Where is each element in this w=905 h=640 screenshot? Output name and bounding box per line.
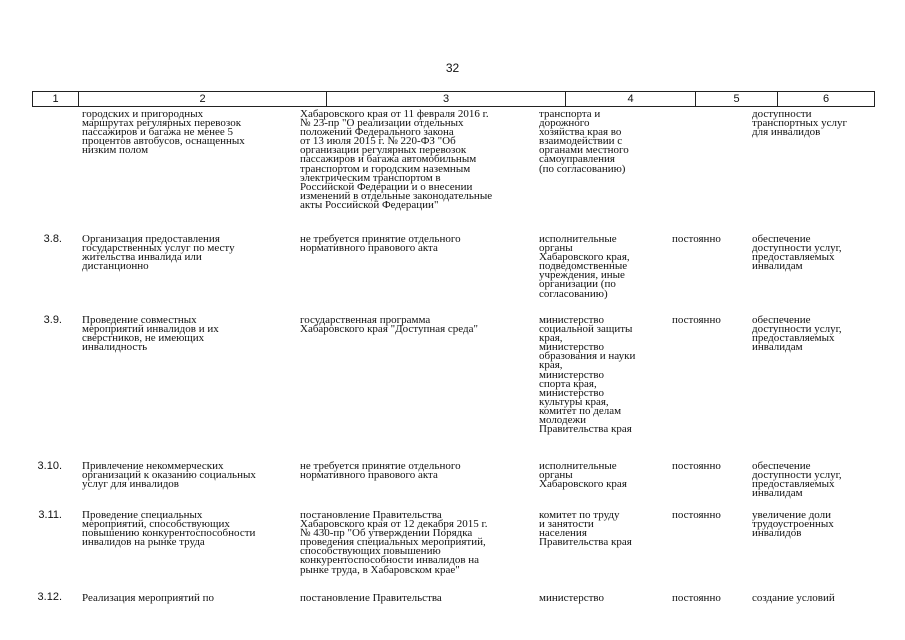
row-description: Организация предоставления государственных услуг по месту жительства инвалида или дистанционно: [82, 233, 235, 273]
row-description: городских и пригородных маршрутах регулярных перевозок пассажиров и багажа не менее 5 процентов автобусов, оснащенных низким полом: [82, 108, 245, 157]
row-description: Проведение специальных мероприятий, способствующих повышению конкурентоспособности инвалидов на рынке труда: [82, 509, 256, 549]
header-col-4: 4: [565, 92, 695, 106]
row-number: 3.10.: [37, 460, 62, 472]
row-responsible: транспорта и дорожного хозяйства края во взаимодействии с органами местного самоуправления (по согласованию): [539, 108, 629, 175]
row-legal-basis: государственная программа Хабаровского края "Доступная среда": [300, 314, 478, 336]
row-result: обеспечение доступности услуг, предоставляемых инвалидам: [752, 314, 842, 354]
row-legal-basis: не требуется принятие отдельного нормативного правового акта: [300, 233, 461, 255]
header-col-2: 2: [78, 92, 326, 106]
row-result: обеспечение доступности услуг, предоставляемых инвалидам: [752, 460, 842, 500]
table-header: [32, 91, 875, 107]
row-number: 3.8.: [43, 233, 62, 245]
header-col-3: 3: [326, 92, 565, 106]
row-number: 3.12.: [37, 591, 62, 603]
row-result: обеспечение доступности услуг, предоставляемых инвалидам: [752, 233, 842, 273]
row-legal-basis: постановление Правительства: [300, 592, 442, 604]
row-description: Проведение совместных мероприятий инвалидов и их сверстников, не имеющих инвалидность: [82, 314, 219, 354]
row-legal-basis: Хабаровского края от 11 февраля 2016 г. № 23-пр "О реализации отдельных положений Федерального закона от 13 июля 2015 г. № 220-ФЗ "Об организации регулярных перевозок пассажиров и багажа автомобильным транспортом и городским наземным электрическим транспортом в Российской Федерации и о внесении изменений в отдельные законодательные акты Российской Федерации": [300, 108, 493, 211]
header-col-5: 5: [695, 92, 777, 106]
row-deadline: постоянно: [672, 233, 721, 245]
row-deadline: постоянно: [672, 509, 721, 521]
row-deadline: постоянно: [672, 314, 721, 326]
page-number: 32: [445, 61, 460, 75]
row-result: увеличение доли трудоустроенных инвалидов: [752, 509, 834, 540]
row-description: Привлечение некоммерческих организаций к оказанию социальных услуг для инвалидов: [82, 460, 256, 491]
row-legal-basis: не требуется принятие отдельного нормативного правового акта: [300, 460, 461, 482]
row-result: создание условий: [752, 592, 835, 604]
row-responsible: министерство социальной защиты края, министерство образования и науки края, министерство спорта края, министерство культуры края, комитет по делам молодежи Правительства края: [539, 314, 636, 436]
row-number: 3.11.: [38, 509, 62, 521]
header-col-1: 1: [52, 93, 59, 105]
row-number: 3.9.: [43, 314, 62, 326]
row-responsible: министерство: [539, 592, 605, 604]
row-result: доступности транспортных услуг для инвалидов: [752, 108, 848, 139]
row-responsible: исполнительные органы Хабаровского края, подведомственные учреждения, иные организации (по согласованию): [539, 233, 630, 300]
row-description: Реализация мероприятий по: [82, 592, 215, 604]
header-col-6: 6: [777, 92, 874, 106]
row-deadline: постоянно: [672, 592, 721, 604]
row-responsible: исполнительные органы Хабаровского края: [539, 460, 627, 491]
row-legal-basis: постановление Правительства Хабаровского края от 12 декабря 2015 г. № 430-пр "Об утверждении Порядка проведения специальных мероприятий, способствующих повышению конкурентоспособности инвалидов на рынке труда, в Хабаровском крае": [300, 509, 488, 576]
row-responsible: комитет по труду и занятости населения Правительства края: [539, 509, 632, 549]
row-deadline: постоянно: [672, 460, 721, 472]
